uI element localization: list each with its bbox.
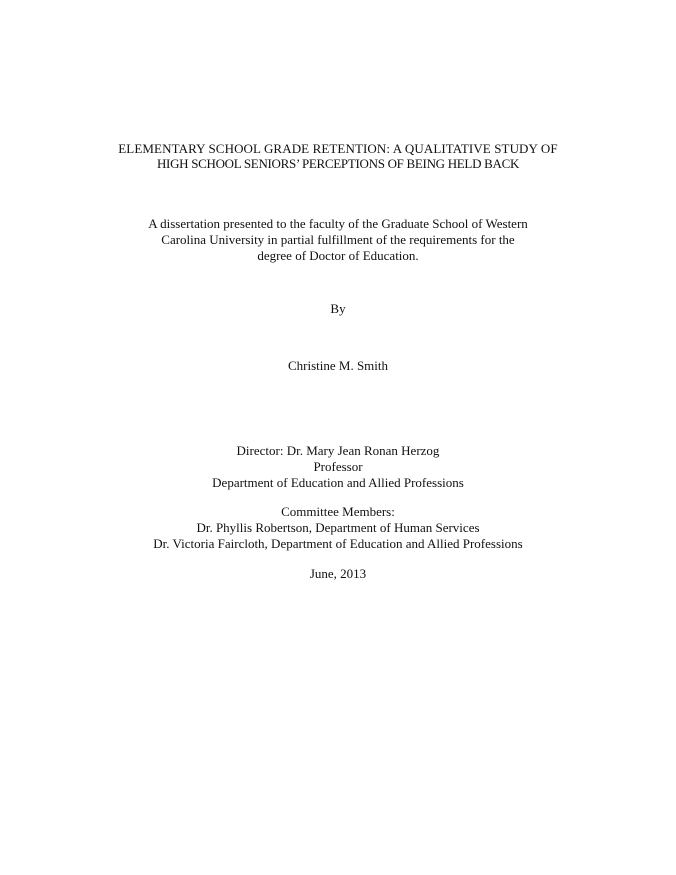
committee-member: Dr. Victoria Faircloth, Department of Education and Allied Professions [153, 536, 523, 551]
submission-date [0, 566, 676, 582]
director-line-1: Director: Dr. Mary Jean Ronan Herzog [236, 443, 440, 458]
director-line-3: Department of Education and Allied Professions [212, 475, 464, 490]
author-text: Christine M. Smith [287, 358, 389, 373]
dissertation-statement [0, 216, 676, 264]
title-line-1: ELEMENTARY SCHOOL GRADE RETENTION: A QUALITATIVE STUDY OF [118, 141, 558, 156]
director-info [0, 443, 676, 491]
committee-heading: Committee Members: [281, 504, 395, 519]
statement-line-2: Carolina University in partial fulfillment of the requirements for the [161, 232, 515, 247]
statement-line-1: A dissertation presented to the faculty of the Graduate School of Western [148, 216, 528, 231]
title-line-2: HIGH SCHOOL SENIORS’ PERCEPTIONS OF BEING HELD BACK [156, 156, 520, 171]
statement-line-3: degree of Doctor of Education. [257, 248, 419, 263]
committee-member: Dr. Phyllis Robertson, Department of Human Services [196, 520, 480, 535]
committee-members [0, 504, 676, 552]
date-text: June, 2013 [309, 566, 367, 581]
by-label [0, 301, 676, 317]
director-line-2: Professor [313, 459, 363, 474]
dissertation-title [0, 141, 676, 171]
author-name [0, 358, 676, 374]
by-text: By [330, 301, 346, 316]
